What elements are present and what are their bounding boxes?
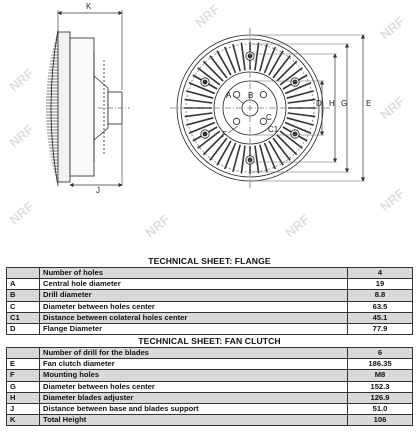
front-view-fin: [288, 99, 316, 103]
table-row: [7, 392, 413, 403]
table-cell-code: J: [7, 403, 40, 414]
table-cell-code: C: [7, 301, 40, 312]
watermark-text: NRF: [6, 198, 37, 228]
front-view-fin: [269, 51, 283, 75]
table-cell-code: G: [7, 381, 40, 392]
table-cell-code: H: [7, 392, 40, 403]
front-view-fin: [273, 138, 290, 160]
table-cell-code: F: [7, 370, 40, 381]
mounting-hole-center: [203, 132, 207, 136]
table-row: [7, 301, 413, 312]
mounting-hole-center: [203, 80, 207, 84]
dimension-h-label: H: [329, 99, 335, 108]
side-view-blade-support: [70, 38, 94, 176]
watermark-text: NRF: [142, 211, 173, 241]
table-row: [7, 279, 413, 290]
dimension-f-label: F: [222, 130, 227, 139]
mounting-hole-center: [293, 80, 297, 84]
table-cell-label: Distance between colateral holes center: [40, 312, 348, 323]
front-view-fin: [217, 141, 231, 165]
front-view-fin: [255, 43, 259, 71]
watermark-text: NRF: [6, 121, 37, 151]
table-cell-code: [7, 268, 40, 279]
table-cell-value: 126.9: [348, 392, 413, 403]
table-cell-label: Drill diameter: [40, 290, 348, 301]
table-row: [7, 312, 413, 323]
flange-hole: [260, 91, 266, 97]
side-view: [46, 10, 130, 186]
table-cell-value: 4: [348, 268, 413, 279]
dimension-c1-label: C1: [268, 125, 279, 134]
table-cell-value: 8.8: [348, 290, 413, 301]
dimension-b-label: B: [248, 91, 254, 100]
table-cell-label: Central hole diameter: [40, 279, 348, 290]
watermark-text: NRF: [377, 185, 408, 215]
table-cell-label: Number of drill for the blades: [40, 348, 348, 359]
table-row: [7, 290, 413, 301]
table-cell-label: Mounting holes: [40, 370, 348, 381]
table-cell-value: 152.3: [348, 381, 413, 392]
table-cell-code: E: [7, 359, 40, 370]
front-view-fin: [217, 51, 231, 75]
dimension-j-label: J: [96, 186, 100, 195]
table-cell-label: Number of holes: [40, 268, 348, 279]
dimension-d-label: D: [316, 99, 322, 108]
table-cell-label: Distance between base and blades support: [40, 403, 348, 414]
front-view-fin: [185, 113, 213, 117]
dimension-c-label: C: [266, 113, 272, 122]
front-view-fin: [241, 43, 245, 71]
front-view-fin: [255, 146, 259, 174]
table-cell-label: Flange Diameter: [40, 323, 348, 334]
dimension-g-label: G: [341, 99, 348, 108]
front-view-fin: [288, 113, 316, 117]
table-cell-label: Fan clutch diameter: [40, 359, 348, 370]
table-cell-value: 186.35: [348, 359, 413, 370]
table-cell-code: K: [7, 415, 40, 426]
table-row: [7, 268, 413, 279]
flange-sheet-title: TECHNICAL SHEET: FLANGE: [148, 256, 271, 266]
table-cell-code: [7, 348, 40, 359]
side-view-profile-curve: [51, 30, 58, 186]
table-cell-code: C1: [7, 312, 40, 323]
table-cell-value: 19: [348, 279, 413, 290]
fan-clutch-spec-table: [6, 347, 413, 426]
side-view-housing: [58, 32, 70, 182]
side-view-cooling-fins: [46, 30, 58, 186]
table-cell-value: 6: [348, 348, 413, 359]
front-view: [170, 28, 330, 188]
table-cell-value: 51.0: [348, 403, 413, 414]
table-row: [7, 359, 413, 370]
front-view-fin: [273, 56, 290, 78]
table-row: [7, 323, 413, 334]
table-cell-label: Total Height: [40, 415, 348, 426]
mounting-hole-center: [293, 132, 297, 136]
table-cell-value: M8: [348, 370, 413, 381]
front-view-fin: [241, 146, 245, 174]
dimension-e-label: E: [366, 99, 372, 108]
table-row: [7, 381, 413, 392]
watermark-text: NRF: [192, 1, 223, 31]
flange-hole: [233, 118, 239, 124]
table-row: [7, 415, 413, 426]
table-cell-code: D: [7, 323, 40, 334]
dimension-k-label: K: [86, 2, 92, 11]
watermark-text: NRF: [377, 93, 408, 123]
table-cell-label: Diameter blades adjuster: [40, 392, 348, 403]
table-cell-code: B: [7, 290, 40, 301]
watermark-text: NRF: [6, 65, 37, 95]
front-view-fin: [185, 99, 213, 103]
table-row: [7, 348, 413, 359]
table-cell-label: Diameter between holes center: [40, 301, 348, 312]
table-cell-label: Diameter between holes center: [40, 381, 348, 392]
dimension-a-label: A: [226, 91, 232, 100]
table-cell-value: 106: [348, 415, 413, 426]
table-cell-value: 45.1: [348, 312, 413, 323]
front-view-fin: [210, 138, 227, 160]
table-cell-value: 63.5: [348, 301, 413, 312]
fan-clutch-sheet-title: TECHNICAL SHEET: FAN CLUTCH: [138, 336, 281, 346]
table-cell-code: A: [7, 279, 40, 290]
table-row: [7, 370, 413, 381]
table-cell-value: 77.9: [348, 323, 413, 334]
watermark-text: NRF: [377, 13, 408, 43]
front-view-fin: [210, 56, 227, 78]
watermark-text: NRF: [282, 211, 313, 241]
front-view-fin: [269, 141, 283, 165]
flange-hole: [233, 91, 239, 97]
table-row: [7, 403, 413, 414]
flange-spec-table: [6, 267, 413, 335]
